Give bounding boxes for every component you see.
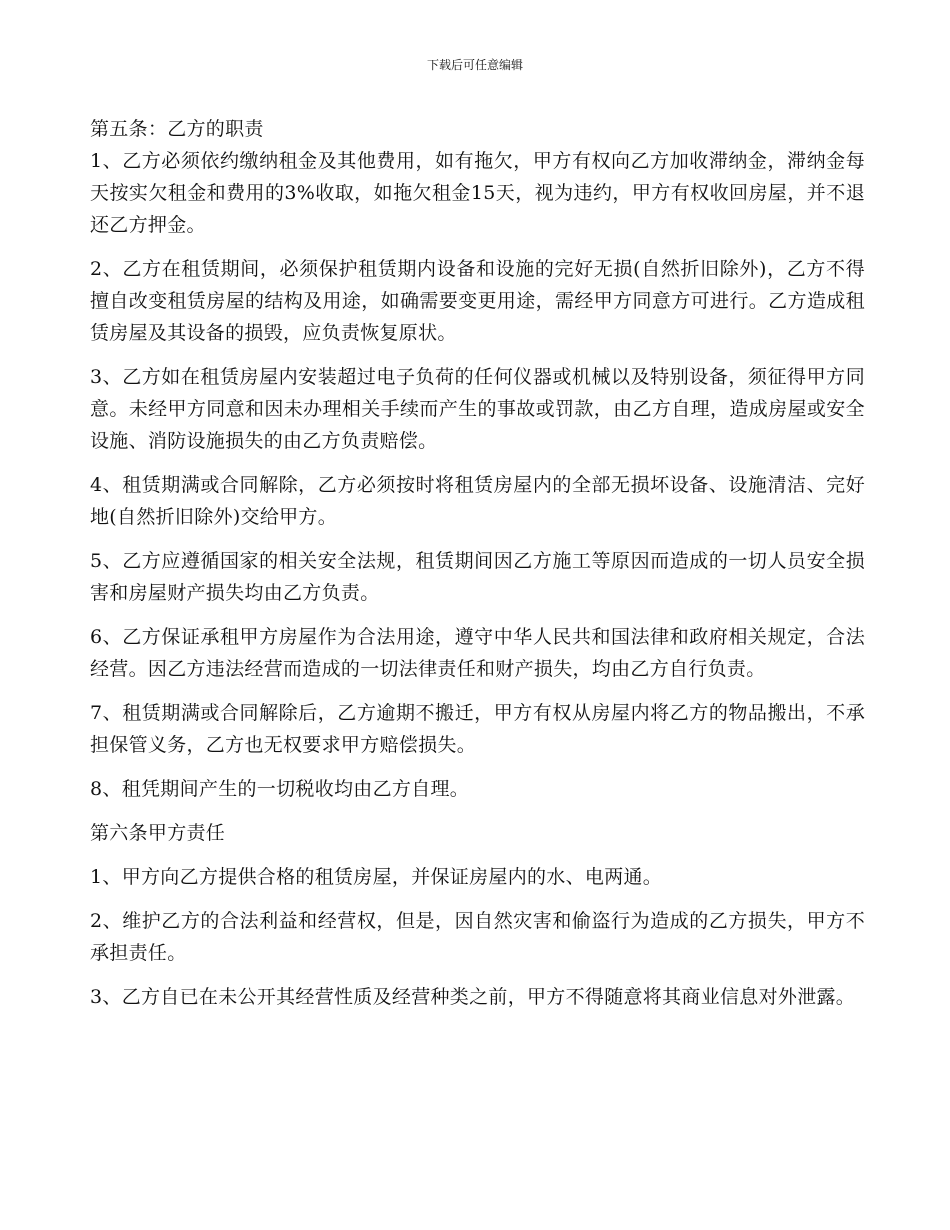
article-5-title: 第五条：乙方的职责 <box>90 118 264 140</box>
article-5-item-6: 6、乙方保证承租甲方房屋作为合法用途，遵守中华人民共和国法律和政府相关规定，合法经营。因乙方违法经营而造成的一切法律责任和财产损失，均由乙方自行负责。 <box>90 626 865 680</box>
article-6-title: 第六条甲方责任 <box>90 822 226 844</box>
article-5-item-3: 3、乙方如在租赁房屋内安装超过电子负荷的任何仪器或机械以及特别设备，须征得甲方同意。未经甲方同意和因未办理相关手续而产生的事故或罚款，由乙方自理，造成房屋或安全设施、消防设施损失的由乙方负责赔偿。 <box>90 366 865 452</box>
article-5-item-5: 5、乙方应遵循国家的相关安全法规，租赁期间因乙方施工等原因而造成的一切人员安全损害和房屋财产损失均由乙方负责。 <box>90 550 865 604</box>
article-6-item-1: 1、甲方向乙方提供合格的租赁房屋，并保证房屋内的水、电两通。 <box>90 866 663 888</box>
document-body <box>90 113 865 1025</box>
article-5-item-4: 4、租赁期满或合同解除，乙方必须按时将租赁房屋内的全部无损坏设备、设施清洁、完好地(自然折旧除外)交给甲方。 <box>90 474 865 528</box>
page-header: 下载后可任意编辑 <box>426 58 523 72</box>
article-6-item-2: 2、维护乙方的合法利益和经营权，但是，因自然灾害和偷盗行为造成的乙方损失，甲方不承担责任。 <box>90 910 865 964</box>
article-6-item-3: 3、乙方自已在未公开其经营性质及经营种类之前，甲方不得随意将其商业信息对外泄露。 <box>90 986 856 1008</box>
article-5-item-8: 8、租凭期间产生的一切税收均由乙方自理。 <box>90 778 470 800</box>
article-5-item-7: 7、租赁期满或合同解除后，乙方逾期不搬迁，甲方有权从房屋内将乙方的物品搬出，不承担保管义务，乙方也无权要求甲方赔偿损失。 <box>90 702 865 756</box>
article-5-item-1: 1、乙方必须依约缴纳租金及其他费用，如有拖欠，甲方有权向乙方加收滞纳金，滞纳金每天按实欠租金和费用的3%收取，如拖欠租金15天，视为违约，甲方有权收回房屋，并不退还乙方押金。 <box>90 150 865 236</box>
article-5-item-2: 2、乙方在租赁期间，必须保护租赁期内设备和设施的完好无损(自然折旧除外)，乙方不得擅自改变租赁房屋的结构及用途，如确需要变更用途，需经甲方同意方可进行。乙方造成租赁房屋及其设备的损毁，应负责恢复原状。 <box>90 258 865 344</box>
